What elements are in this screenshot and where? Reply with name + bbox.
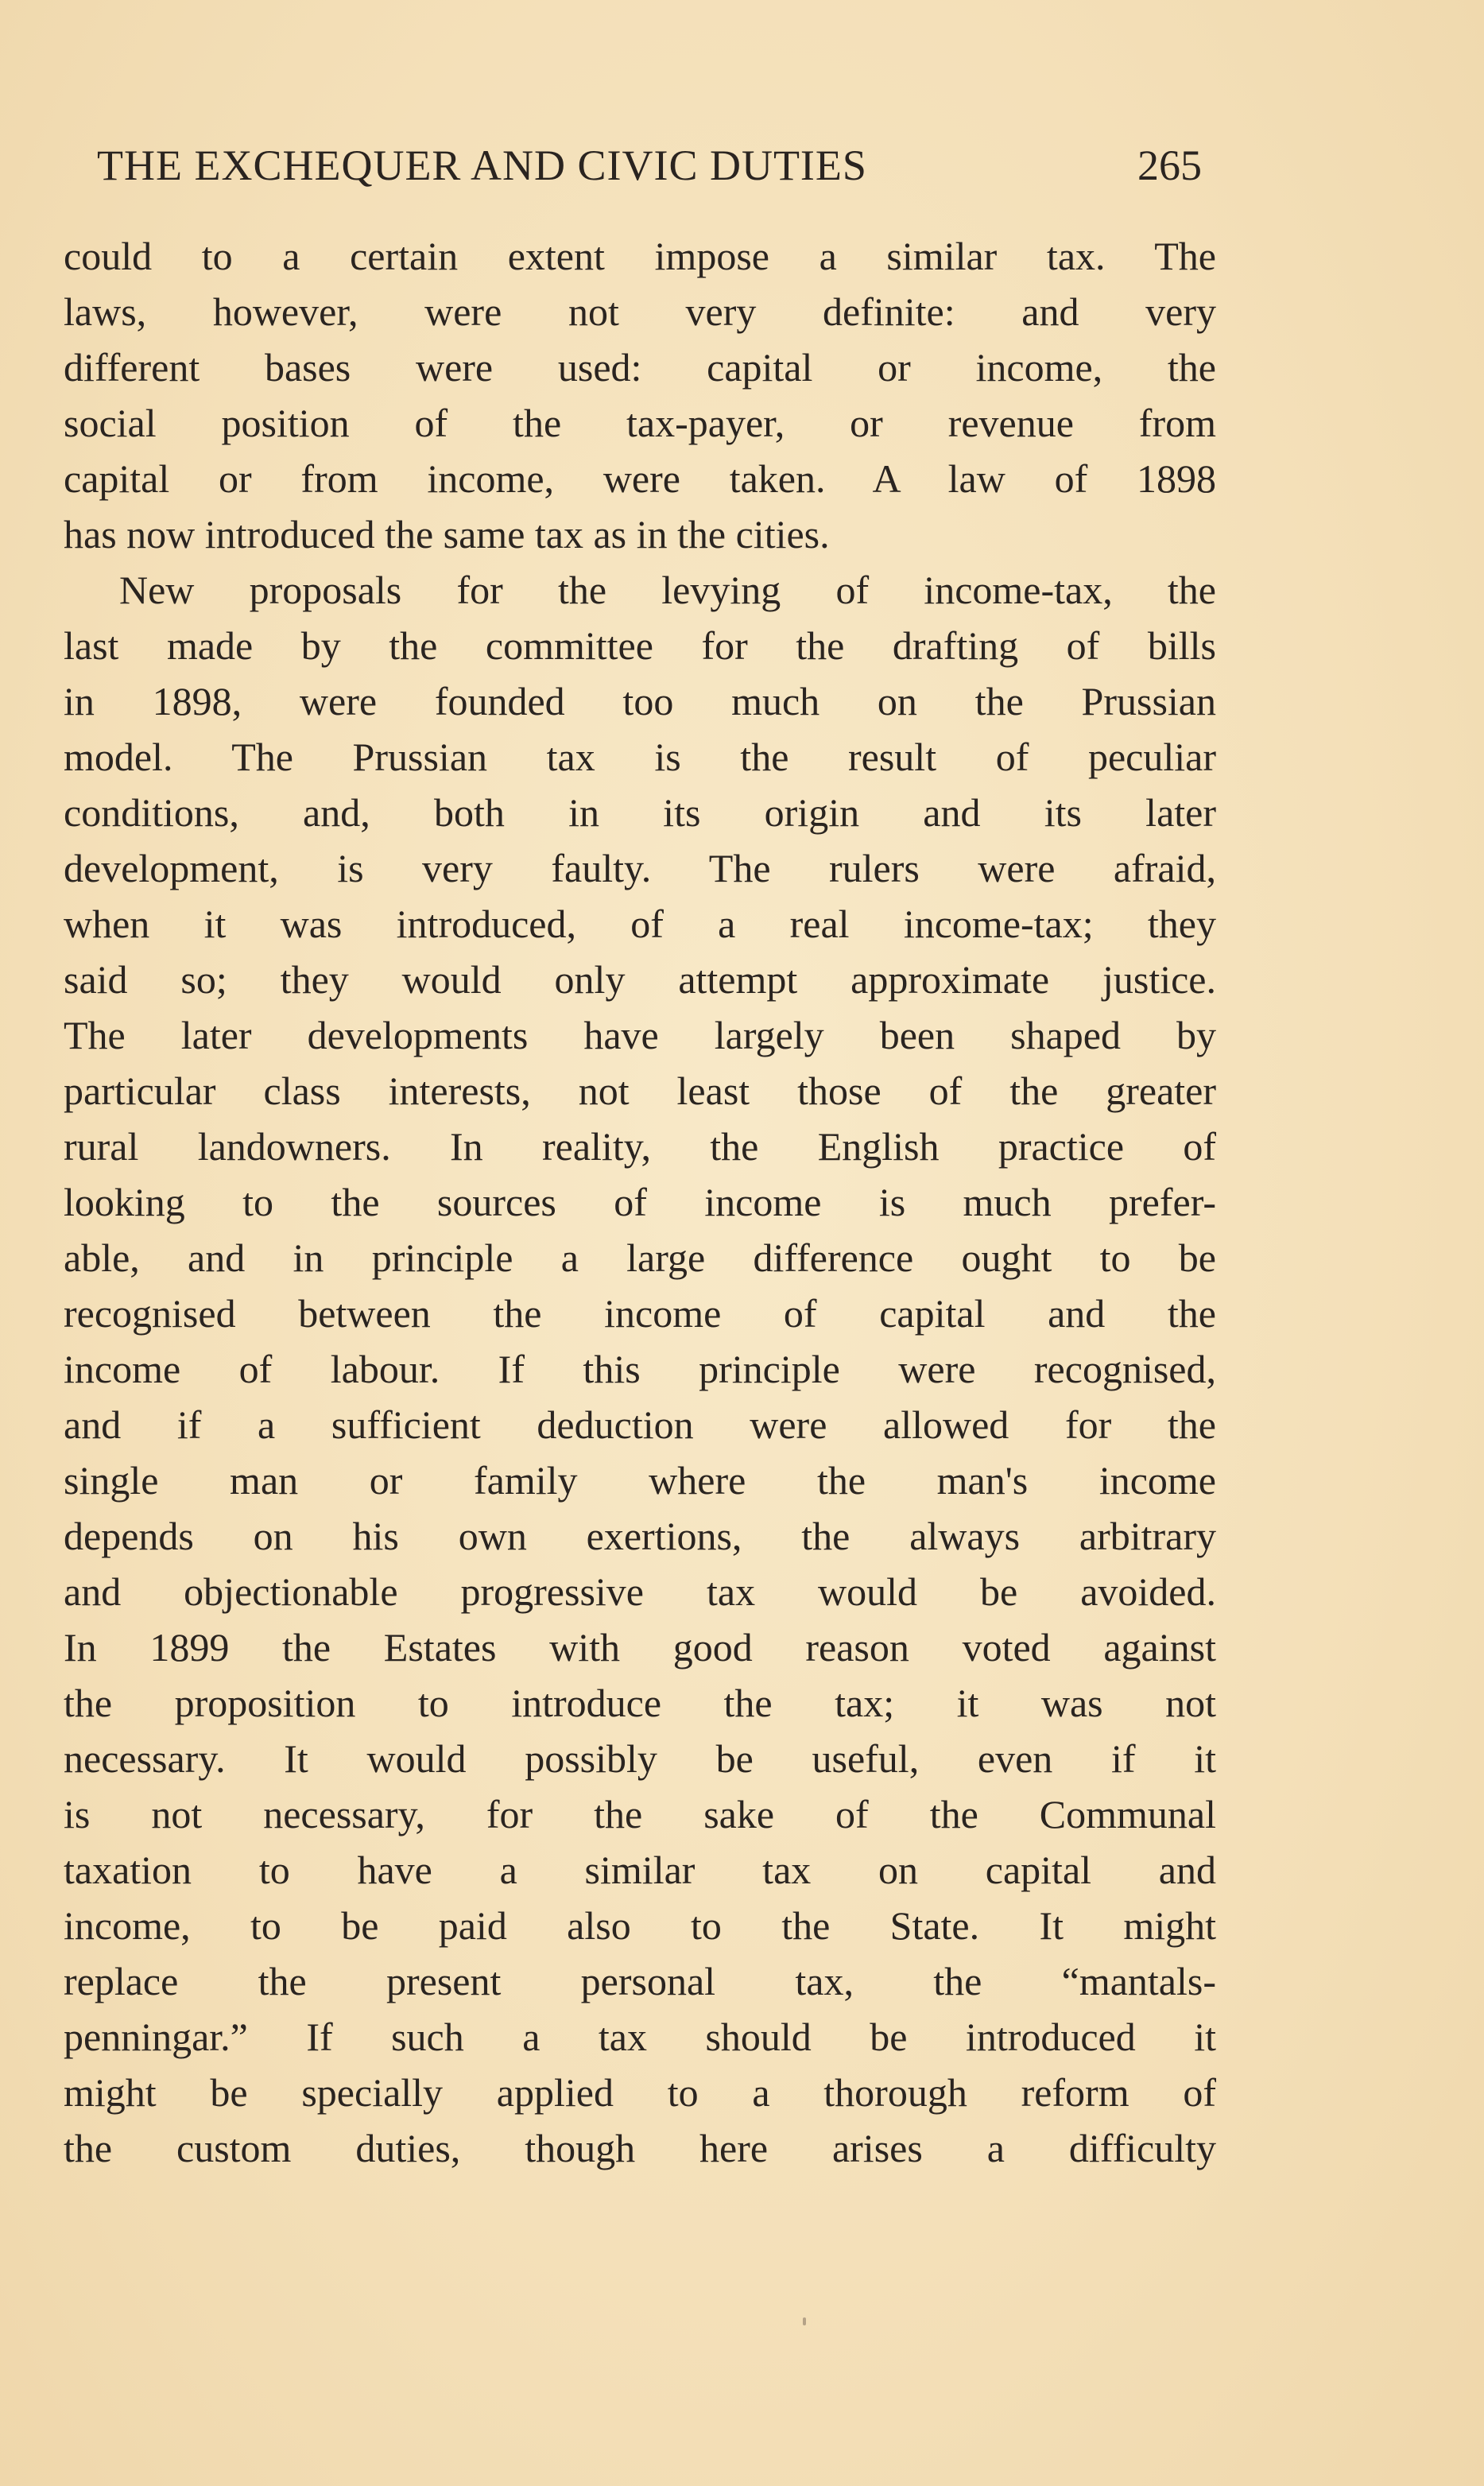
- text-line: particular class interests, not least those of the greater: [64, 1068, 1216, 1113]
- text-line: the custom duties, though here arises a difficulty: [64, 2126, 1216, 2170]
- running-head: THE EXCHEQUER AND CIVIC DUTIES: [97, 142, 867, 189]
- text-line: single man or family where the man's income: [64, 1458, 1216, 1503]
- text-line: capital or from income, were taken. A law of 1898: [64, 456, 1216, 501]
- text-line: last made by the committee for the drafting of bills: [64, 623, 1216, 668]
- text-line: rural landowners. In reality, the English practice of: [64, 1124, 1216, 1169]
- text-line: and objectionable progressive tax would be avoided.: [64, 1569, 1216, 1614]
- text-line: laws, however, were not very definite: and very: [64, 289, 1216, 334]
- text-line: In 1899 the Estates with good reason voted against: [64, 1625, 1216, 1670]
- text-line: conditions, and, both in its origin and its later: [64, 790, 1216, 835]
- text-line: replace the present personal tax, the “mantals-: [64, 1959, 1216, 2003]
- text-line: taxation to have a similar tax on capital and: [64, 1848, 1216, 1892]
- text-line: could to a certain extent impose a similar tax. The: [64, 234, 1216, 278]
- text-line: model. The Prussian tax is the result of peculiar: [64, 735, 1216, 779]
- text-line: income of labour. If this principle were recognised,: [64, 1347, 1216, 1391]
- text-line: recognised between the income of capital and the: [64, 1291, 1216, 1336]
- body-text: [64, 228, 1216, 2176]
- paper-speck: [803, 2317, 806, 2325]
- text-line: the proposition to introduce the tax; it was not: [64, 1681, 1216, 1725]
- page-number: 265: [1137, 142, 1202, 189]
- text-line: depends on his own exertions, the always arbitrary: [64, 1514, 1216, 1558]
- text-line: social position of the tax-payer, or revenue from: [64, 401, 1216, 445]
- text-line: might be specially applied to a thorough reform of: [64, 2070, 1216, 2115]
- text-line: penningar.” If such a tax should be introduced it: [64, 2015, 1216, 2059]
- text-line: in 1898, were founded too much on the Prussian: [64, 679, 1216, 723]
- text-line: is not necessary, for the sake of the Communal: [64, 1792, 1216, 1836]
- text-line: development, is very faulty. The rulers were afraid,: [64, 846, 1216, 890]
- text-line: income, to be paid also to the State. It might: [64, 1903, 1216, 1948]
- text-line: able, and in principle a large difference ought to be: [64, 1235, 1216, 1280]
- text-line: The later developments have largely been shaped by: [64, 1013, 1216, 1057]
- text-line: and if a sufficient deduction were allowed for the: [64, 1402, 1216, 1447]
- text-line: different bases were used: capital or income, the: [64, 345, 1216, 390]
- text-line: said so; they would only attempt approximate justice.: [64, 957, 1216, 1002]
- text-line: when it was introduced, of a real income-tax; they: [64, 902, 1216, 946]
- text-line: has now introduced the same tax as in the cities.: [64, 512, 830, 557]
- text-line: looking to the sources of income is much prefer-: [64, 1180, 1216, 1224]
- text-line: New proposals for the levying of income-tax, the: [119, 568, 1216, 612]
- text-line: necessary. It would possibly be useful, even if it: [64, 1736, 1216, 1781]
